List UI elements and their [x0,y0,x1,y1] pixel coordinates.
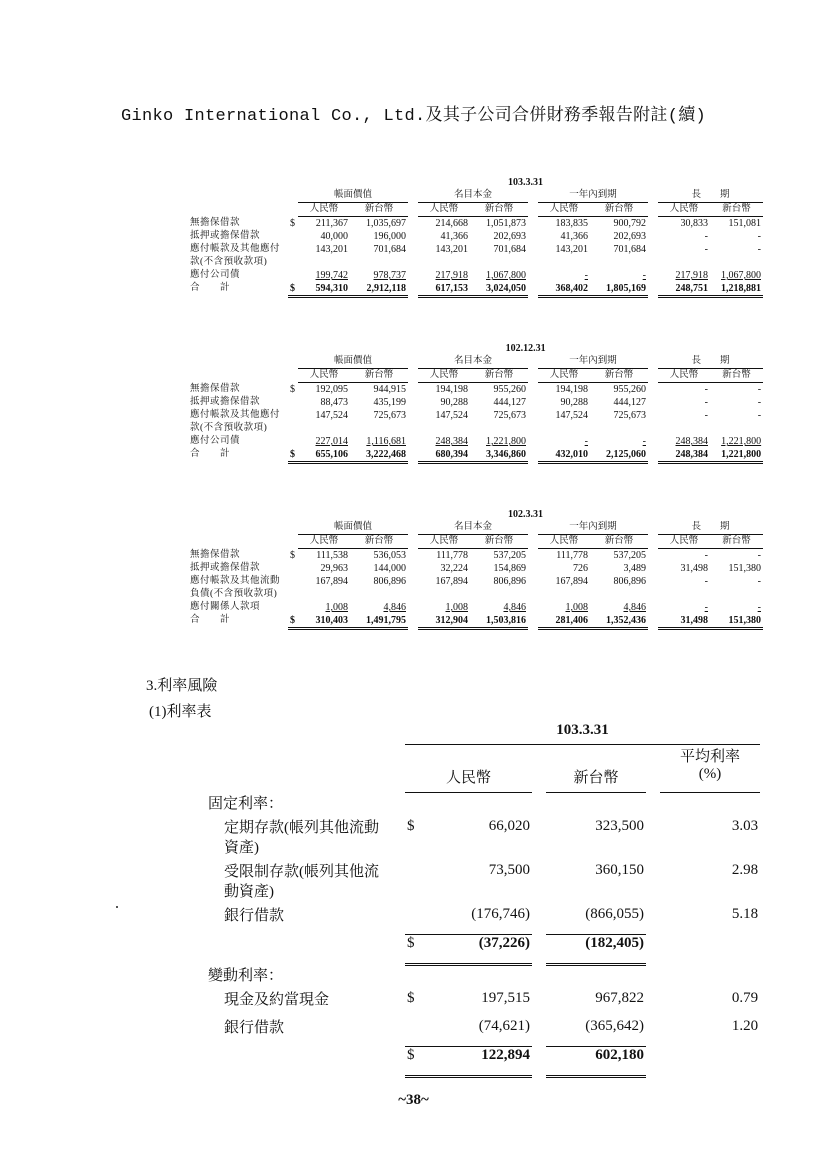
cell-value: 444,127 [493,397,526,408]
currency-header-ntd: 新台幣 [590,203,648,217]
cell-value: - [757,397,762,408]
currency-header-ntd: 新台幣 [470,203,528,217]
cell-value: 147,524 [555,410,588,421]
currency-header-rmb: 人民幣 [538,535,590,549]
section-interest-rate-risk: 3.利率風險 [146,678,218,694]
row-label: 抵押或擔保借款 [190,563,261,573]
cell-value: 444,127 [613,397,646,408]
cell-value: 194,198 [435,384,468,395]
cell-value: 151,380 [710,614,763,629]
row-label: 應付帳款及其他流動負債(不含預收款項) [190,576,281,599]
currency-header-rmb: 人民幣 [658,203,710,217]
group-header: 帳面價值 [298,521,408,535]
cell-value: 151,380 [728,563,761,574]
table-row [188,396,763,409]
currency-header-rmb: 人民幣 [298,535,350,549]
currency-header-ntd: 新台幣 [350,369,408,383]
currency-header-ntd: 新台幣 [470,535,528,549]
rate-row-rmb: 197,515 [481,990,530,1006]
cell-value: 90,288 [440,397,468,408]
cell-value: 435,199 [373,397,406,408]
variable-rate-heading: 變動利率： [208,968,284,984]
cell-value: 368,402 [538,282,590,297]
cell-value: 227,014 [315,436,348,447]
liability-table-103-3-31 [188,176,763,298]
group-header: 名目本金 [418,189,528,203]
cell-value: 806,896 [613,576,646,587]
cell-value: 111,778 [436,550,468,561]
rmb-header: 人民幣 [405,766,532,792]
row-label: 應付公司債 [190,270,241,280]
cell-value: 725,673 [493,410,526,421]
cell-value: 680,394 [418,448,470,463]
rate-row [200,818,760,862]
cell-value: 194,198 [555,384,588,395]
cell-value: 1,218,881 [710,282,763,297]
cell-value: 617,153 [418,282,470,297]
cell-value: 1,008 [445,602,468,613]
table-row [188,409,763,435]
rate-row-ntd: (866,055) [546,906,646,934]
cell-value: 4,846 [503,602,526,613]
row-label: 應付帳款及其他應付款(不含預收款項) [190,244,281,267]
group-header: 帳面價值 [298,189,408,203]
currency-symbol [288,269,298,282]
cell-value: 3,222,468 [350,448,408,463]
cell-value: 32,224 [440,563,468,574]
cell-value: 1,221,800 [710,448,763,463]
cell-value: 701,684 [613,244,646,255]
cell-value: 1,051,873 [486,218,526,229]
cell-value: 1,221,800 [486,436,526,447]
cell-value: 725,673 [613,410,646,421]
row-label: 應付帳款及其他應付款(不含預收款項) [190,410,281,433]
group-header: 長 期 [658,189,763,203]
cell-value: 594,310 [298,282,350,297]
currency-header-ntd: 新台幣 [590,369,648,383]
cell-value: 167,894 [435,576,468,587]
cell-value: - [757,231,761,242]
group-header: 長 期 [658,521,763,535]
cell-value: 1,008 [565,602,588,613]
cell-value: 31,498 [658,614,710,629]
var-total-ntd: 602,180 [546,1046,646,1076]
cell-value: 1,221,800 [721,436,762,447]
rate-row-currency [405,1018,419,1046]
currency-symbol: $ [290,549,295,561]
cell-value: 214,668 [435,218,468,229]
cell-value: 1,805,169 [590,282,648,297]
currency-symbol [288,409,298,435]
rate-row [200,862,760,906]
rate-row-ntd: 967,822 [595,990,644,1006]
currency-header-ntd: 新台幣 [710,369,763,383]
cell-value: 701,684 [373,244,406,255]
rate-row [200,990,760,1018]
row-label: 合 計 [190,615,231,625]
cell-value: 154,869 [493,563,526,574]
currency-header-rmb: 人民幣 [658,535,710,549]
currency-header-rmb: 人民幣 [298,369,350,383]
cell-value: 725,673 [373,410,406,421]
period-heading: 102.12.31 [505,343,546,354]
row-label: 無擔保借款 [190,217,241,228]
cell-value: 41,366 [440,231,468,242]
group-header: 一年內到期 [538,521,648,535]
rate-row-avg: 2.98 [731,862,759,878]
table-row [188,243,763,269]
cell-value: 248,384 [675,436,708,447]
scan-dot [116,906,118,908]
cell-value: - [584,270,588,281]
cell-value: 144,000 [373,563,406,574]
period-heading: 103.3.31 [508,177,543,188]
rate-row-ntd: 323,500 [595,818,644,834]
cell-value: 196,000 [373,231,406,242]
table-row [188,230,763,243]
cell-value: 41,366 [560,231,588,242]
cell-value: - [704,576,708,587]
cell-value: - [757,550,761,561]
cell-value: 147,524 [435,410,468,421]
currency-symbol: $ [288,282,298,297]
cell-value: - [704,244,708,255]
cell-value: 432,010 [538,448,590,463]
currency-header-rmb: 人民幣 [538,369,590,383]
fixed-total-ntd: (182,405) [546,934,646,964]
cell-value: 312,904 [418,614,470,629]
cell-value: - [757,576,761,587]
cell-value: 1,503,816 [470,614,528,629]
rate-row-label: 定期存款(帳列其他流動資產) [224,820,379,856]
cell-value: 202,693 [493,231,526,242]
cell-value: 248,384 [658,448,710,463]
cell-value: 4,846 [383,602,406,613]
currency-symbol: $ [288,448,298,463]
cell-value: 978,737 [373,270,406,281]
cell-value: - [704,384,708,395]
currency-symbol [288,230,298,243]
cell-value: 183,835 [555,218,588,229]
cell-value: 202,693 [613,231,646,242]
cell-value: 3,489 [623,563,646,574]
rate-row-ntd: (365,642) [546,1018,646,1046]
cell-value: 537,205 [493,550,526,561]
group-header: 帳面價值 [298,355,408,369]
interest-rate-table [200,722,760,1078]
row-label: 合 計 [190,449,231,459]
ntd-header: 新台幣 [546,766,646,792]
group-header: 名目本金 [418,521,528,535]
cell-value: 701,684 [493,244,526,255]
cell-value: 1,008 [325,602,348,613]
table-row [188,435,763,448]
cell-value: 806,896 [493,576,526,587]
currency-symbol: $ [288,614,298,629]
currency-header-ntd: 新台幣 [350,535,408,549]
rate-row-rmb: 73,500 [488,862,530,878]
rate-row-avg: 0.79 [731,990,759,1006]
cell-value: 90,288 [560,397,588,408]
cell-value: 248,384 [435,436,468,447]
cell-value: 29,963 [320,563,348,574]
cell-value: - [642,270,646,281]
cell-value: 192,095 [315,384,348,395]
cell-value: 3,346,860 [470,448,528,463]
cell-value: 536,053 [373,550,406,561]
currency-header-rmb: 人民幣 [538,203,590,217]
table-row [188,383,763,397]
currency-symbol: $ [290,383,295,395]
cell-value: 1,067,800 [486,270,526,281]
cell-value: 310,403 [298,614,350,629]
table-row [188,217,763,231]
cell-value: 143,201 [435,244,468,255]
cell-value: - [757,384,762,395]
rate-row-avg: 1.20 [731,1018,759,1034]
table-row [188,562,763,575]
currency-symbol [288,562,298,575]
rate-period: 103.3.31 [405,722,760,744]
cell-value: - [584,436,588,447]
cell-value: 3,024,050 [470,282,528,297]
cell-value: 806,896 [373,576,406,587]
cell-value: 944,915 [373,384,406,395]
liability-table-102-3-31 [188,508,763,630]
fixed-total-rmb: (37,226) [419,934,532,964]
cell-value: 147,524 [315,410,348,421]
cell-value: 217,918 [675,270,708,281]
table-row [188,575,763,601]
cell-value: - [757,602,761,613]
period-heading: 102.3.31 [508,509,543,520]
cell-value: - [704,410,708,421]
rate-row-rmb: (74,621) [419,1018,532,1046]
var-total-rmb: 122,894 [419,1046,532,1076]
cell-value: 143,201 [555,244,588,255]
cell-value: 217,918 [435,270,468,281]
rate-row-avg: 5.18 [731,906,759,922]
row-label: 無擔保借款 [190,383,241,394]
cell-value: 537,205 [613,550,646,561]
avg-rate-unit: (%) [660,766,760,792]
rate-row-label: 銀行借款 [224,1020,285,1036]
group-header: 長 期 [658,355,763,369]
cell-value: - [757,244,761,255]
currency-header-ntd: 新台幣 [470,369,528,383]
cell-value: 31,498 [680,563,708,574]
rate-row-label: 銀行借款 [224,908,285,924]
currency-symbol [288,435,298,448]
rate-row-currency: $ [407,990,415,1006]
cell-value: 151,081 [728,218,761,229]
currency-symbol [288,396,298,409]
rate-row [200,906,760,934]
cell-value: 655,106 [298,448,350,463]
table-row [188,601,763,614]
cell-value: - [642,436,646,447]
row-label: 抵押或擔保借款 [190,397,261,407]
fixed-total-currency: $ [405,934,419,964]
row-label: 應付公司債 [190,436,241,446]
group-header: 一年內到期 [538,189,648,203]
page-title: Ginko International Co., Ltd.及其子公司合併財務季報告附註(續) [120,107,707,126]
cell-value: 955,260 [613,384,646,395]
table-row [188,448,763,463]
cell-value: 248,751 [658,282,710,297]
cell-value: 40,000 [320,231,348,242]
currency-header-ntd: 新台幣 [590,535,648,549]
table-row [188,282,763,297]
cell-value: 2,912,118 [350,282,408,297]
row-label: 抵押或擔保借款 [190,231,261,241]
rate-row-currency: $ [407,818,415,834]
rate-row-rmb: (176,746) [419,906,532,934]
cell-value: 88,473 [320,397,348,408]
cell-value: - [704,602,708,613]
table-row [188,549,763,563]
cell-value: 167,894 [315,576,348,587]
liability-table-102-12-31 [188,342,763,464]
cell-value: 1,116,681 [366,436,406,447]
fixed-rate-heading: 固定利率： [208,796,284,812]
cell-value: 30,833 [680,218,708,229]
currency-symbol: $ [290,217,295,229]
cell-value: 167,894 [555,576,588,587]
currency-header-rmb: 人民幣 [658,369,710,383]
cell-value: 111,538 [316,550,348,561]
rate-row-rmb: 66,020 [488,818,530,834]
var-total-currency: $ [405,1046,419,1076]
table-row [188,614,763,629]
rate-row-label: 受限制存款(帳列其他流動資產) [224,864,379,900]
row-label: 應付關係人款項 [190,602,261,612]
rate-row-currency [405,862,419,906]
rate-row-currency [405,906,419,934]
cell-value: 2,125,060 [590,448,648,463]
cell-value: 211,367 [315,218,348,229]
cell-value: 726 [573,563,588,574]
group-header: 名目本金 [418,355,528,369]
cell-value: 4,846 [623,602,646,613]
cell-value: 1,491,795 [350,614,408,629]
section-rate-table: (1)利率表 [149,704,212,720]
currency-symbol [288,575,298,601]
row-label: 無擔保借款 [190,549,241,560]
group-header: 一年內到期 [538,355,648,369]
row-label: 合 計 [190,283,231,293]
avg-rate-header: 平均利率 [680,748,741,765]
currency-header-rmb: 人民幣 [298,203,350,217]
currency-header-ntd: 新台幣 [710,535,763,549]
currency-symbol [288,243,298,269]
currency-header-rmb: 人民幣 [418,369,470,383]
cell-value: - [757,410,762,421]
cell-value: - [704,397,708,408]
currency-header-ntd: 新台幣 [710,203,763,217]
rate-row-ntd: 360,150 [595,862,644,878]
cell-value: - [704,231,708,242]
cell-value: 1,067,800 [721,270,761,281]
cell-value: - [704,550,708,561]
cell-value: 955,260 [493,384,526,395]
rate-row [200,1018,760,1046]
page-number: ~38~ [398,1092,429,1108]
currency-header-ntd: 新台幣 [350,203,408,217]
currency-header-rmb: 人民幣 [418,203,470,217]
cell-value: 1,035,697 [366,218,406,229]
cell-value: 900,792 [613,218,646,229]
cell-value: 111,778 [556,550,588,561]
cell-value: 1,352,436 [590,614,648,629]
rate-row-label: 現金及約當現金 [224,992,330,1008]
cell-value: 143,201 [315,244,348,255]
cell-value: 199,742 [315,270,348,281]
rate-row-avg: 3.03 [731,818,759,834]
cell-value: 281,406 [538,614,590,629]
table-row [188,269,763,282]
currency-symbol [288,601,298,614]
currency-header-rmb: 人民幣 [418,535,470,549]
